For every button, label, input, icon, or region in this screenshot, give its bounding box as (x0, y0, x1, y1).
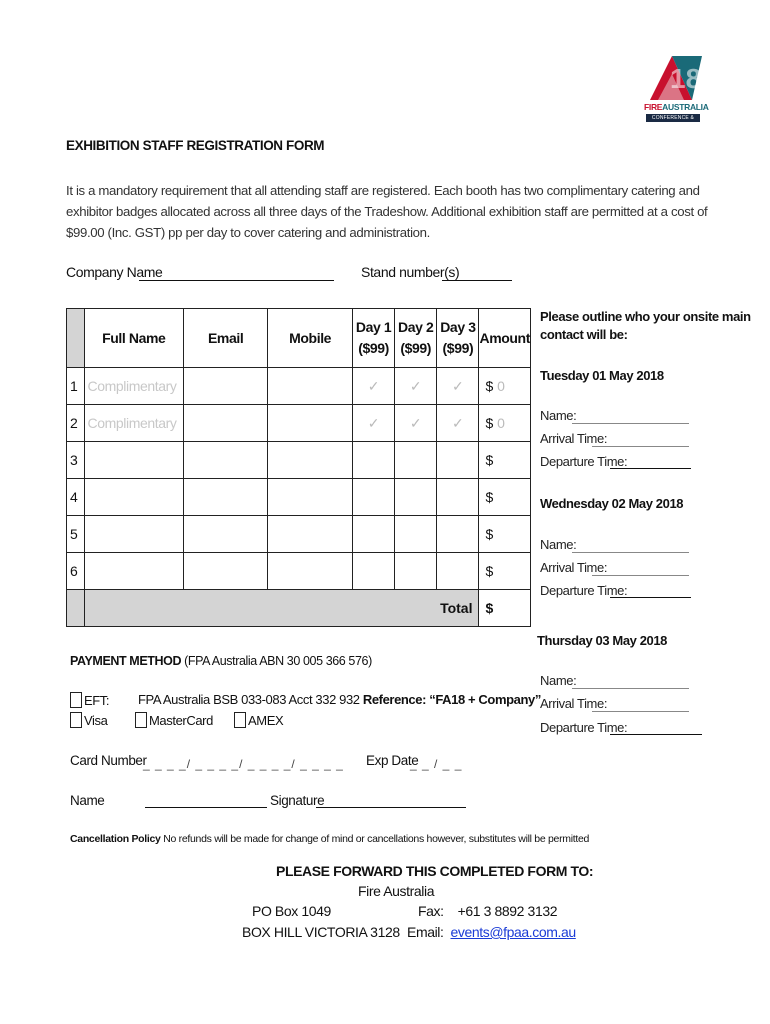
departure-label: Departure Time: (540, 454, 628, 469)
mobile-cell[interactable] (268, 405, 353, 442)
signature-label: Signature (270, 793, 325, 808)
name-label-payment: Name (70, 793, 105, 808)
day3-check-cell[interactable] (437, 516, 479, 553)
mastercard-checkbox[interactable] (135, 712, 147, 728)
day2-check-cell[interactable] (395, 553, 437, 590)
visa-checkbox[interactable] (70, 712, 82, 728)
payment-name-field[interactable] (145, 807, 267, 808)
exp-date-field[interactable]: _ _ / _ _ (410, 757, 463, 771)
mobile-cell[interactable] (268, 368, 353, 405)
signature-field[interactable] (316, 807, 466, 808)
full-name-cell[interactable] (84, 516, 183, 553)
departure-field[interactable] (610, 597, 691, 598)
row-number: 5 (67, 516, 85, 553)
forward-po-box: PO Box 1049 (252, 903, 331, 919)
day3-check-cell[interactable] (437, 553, 479, 590)
table-row (67, 516, 531, 553)
eft-checkbox[interactable] (70, 692, 82, 708)
company-name-label: Company Name (66, 264, 163, 280)
day-heading-tuesday: Tuesday 01 May 2018 (540, 368, 664, 383)
total-num-cell (67, 590, 85, 627)
form-title: EXHIBITION STAFF REGISTRATION FORM (66, 138, 325, 153)
day-heading-thursday: Thursday 03 May 2018 (537, 633, 668, 648)
full-name-cell[interactable]: Complimentary (84, 405, 183, 442)
departure-field[interactable] (610, 734, 702, 735)
forward-heading: PLEASE FORWARD THIS COMPLETED FORM TO: (276, 863, 594, 879)
total-amount-cell[interactable]: $ (479, 590, 531, 627)
amount-cell[interactable]: $ 0 (479, 405, 531, 442)
visa-option[interactable]: Visa (70, 712, 107, 728)
email-cell[interactable] (184, 405, 268, 442)
mobile-cell[interactable] (268, 442, 353, 479)
name-label: Name: (540, 408, 577, 423)
logo-wordmark: FIREAUSTRALIA (644, 102, 709, 112)
bank-details: FPA Australia BSB 033-083 Acct 332 932 Reference: “FA18 + Company” (138, 692, 541, 707)
header-full-name: Full Name (84, 309, 183, 368)
header-day2: Day 2 ($99) (395, 309, 437, 368)
row-number: 6 (67, 553, 85, 590)
day2-check-cell[interactable]: ✓ (395, 368, 437, 405)
arrival-field[interactable] (592, 711, 689, 712)
logo-tagline: CONFERENCE & TRADESHOW (646, 114, 700, 122)
amex-checkbox[interactable] (234, 712, 246, 728)
amount-cell[interactable]: $ (479, 553, 531, 590)
mobile-cell[interactable] (268, 553, 353, 590)
logo-number: 18 (670, 63, 702, 94)
row-number: 4 (67, 479, 85, 516)
forward-city: BOX HILL VICTORIA 3128 (242, 924, 400, 940)
email-link[interactable]: events@fpaa.com.au (450, 924, 576, 940)
cancellation-policy: Cancellation Policy No refunds will be made for change of mind or cancellations however, substitutes will be permitted (70, 833, 590, 845)
stand-number-field[interactable] (442, 280, 512, 281)
total-row (67, 590, 531, 627)
company-name-field[interactable] (139, 280, 334, 281)
header-day3: Day 3 ($99) (437, 309, 479, 368)
table-row (67, 442, 531, 479)
forward-org: Fire Australia (358, 883, 435, 899)
mastercard-option[interactable]: MasterCard (135, 712, 213, 728)
day2-check-cell[interactable] (395, 479, 437, 516)
day3-check-cell[interactable]: ✓ (437, 405, 479, 442)
table-header-row (67, 309, 531, 368)
name-field[interactable] (572, 552, 689, 553)
table-row (67, 553, 531, 590)
exp-date-label: Exp Date (366, 753, 419, 768)
table-row (67, 479, 531, 516)
mobile-cell[interactable] (268, 516, 353, 553)
day1-check-cell[interactable] (352, 553, 394, 590)
day3-check-cell[interactable]: ✓ (437, 368, 479, 405)
day2-check-cell[interactable]: ✓ (395, 405, 437, 442)
amount-cell[interactable]: $ 0 (479, 368, 531, 405)
day1-check-cell[interactable]: ✓ (352, 405, 394, 442)
amex-option[interactable]: AMEX (234, 712, 283, 728)
day3-check-cell[interactable] (437, 479, 479, 516)
departure-label: Departure Time: (540, 720, 628, 735)
forward-email: Email: events@fpaa.com.au (407, 924, 576, 940)
table-row (67, 368, 531, 405)
email-cell[interactable] (184, 516, 268, 553)
header-day1: Day 1 ($99) (352, 309, 394, 368)
row-number: 2 (67, 405, 85, 442)
row-number: 1 (67, 368, 85, 405)
email-cell[interactable] (184, 442, 268, 479)
day3-check-cell[interactable] (437, 442, 479, 479)
full-name-cell[interactable] (84, 479, 183, 516)
arrival-field[interactable] (592, 446, 689, 447)
day1-check-cell[interactable] (352, 442, 394, 479)
card-number-field[interactable]: _ _ _ _/ _ _ _ _/ _ _ _ _/ _ _ _ _ (143, 757, 344, 771)
day1-check-cell[interactable]: ✓ (352, 368, 394, 405)
onsite-heading: Please outline who your onsite main contact will be: (540, 309, 751, 342)
day1-check-cell[interactable] (352, 479, 394, 516)
day2-check-cell[interactable] (395, 516, 437, 553)
header-num-cell (67, 309, 85, 368)
departure-field[interactable] (610, 468, 691, 469)
stand-number-label: Stand number(s) (361, 264, 460, 280)
arrival-field[interactable] (592, 575, 689, 576)
email-cell[interactable] (184, 479, 268, 516)
day2-check-cell[interactable] (395, 442, 437, 479)
total-label: Total (84, 590, 479, 627)
day1-check-cell[interactable] (352, 516, 394, 553)
amount-cell[interactable]: $ (479, 442, 531, 479)
amount-cell[interactable]: $ (479, 479, 531, 516)
staff-table (66, 308, 531, 627)
full-name-cell[interactable] (84, 553, 183, 590)
arrival-label: Arrival Time: (540, 560, 608, 575)
name-label: Name: (540, 673, 577, 688)
table-row (67, 405, 531, 442)
day-heading-wednesday: Wednesday 02 May 2018 (540, 496, 684, 511)
header-email: Email (184, 309, 268, 368)
eft-option[interactable]: EFT: (70, 692, 109, 708)
email-cell[interactable] (184, 368, 268, 405)
full-name-cell[interactable] (84, 442, 183, 479)
header-amount: Amount (479, 309, 531, 368)
email-cell[interactable] (184, 553, 268, 590)
forward-fax: Fax: +61 3 8892 3132 (418, 903, 558, 919)
arrival-label: Arrival Time: (540, 431, 608, 446)
name-field[interactable] (572, 688, 689, 689)
departure-label: Departure Time: (540, 583, 628, 598)
arrival-label: Arrival Time: (540, 696, 608, 711)
mobile-cell[interactable] (268, 479, 353, 516)
header-mobile: Mobile (268, 309, 353, 368)
form-intro: It is a mandatory requirement that all attending staff are registered. Each booth has two complimentary catering and exhibitor badges allocated across all three days of the Tradeshow. Additional exhibition staff are permitted at a cost of $99.00 (Inc. GST) pp per day to cover catering and administration. (66, 183, 708, 240)
row-number: 3 (67, 442, 85, 479)
payment-heading: PAYMENT METHOD (FPA Australia ABN 30 005 366 576) (70, 654, 372, 668)
name-field[interactable] (572, 423, 689, 424)
name-label: Name: (540, 537, 577, 552)
amount-cell[interactable]: $ (479, 516, 531, 553)
card-number-label: Card Number (70, 753, 147, 768)
full-name-cell[interactable]: Complimentary (84, 368, 183, 405)
